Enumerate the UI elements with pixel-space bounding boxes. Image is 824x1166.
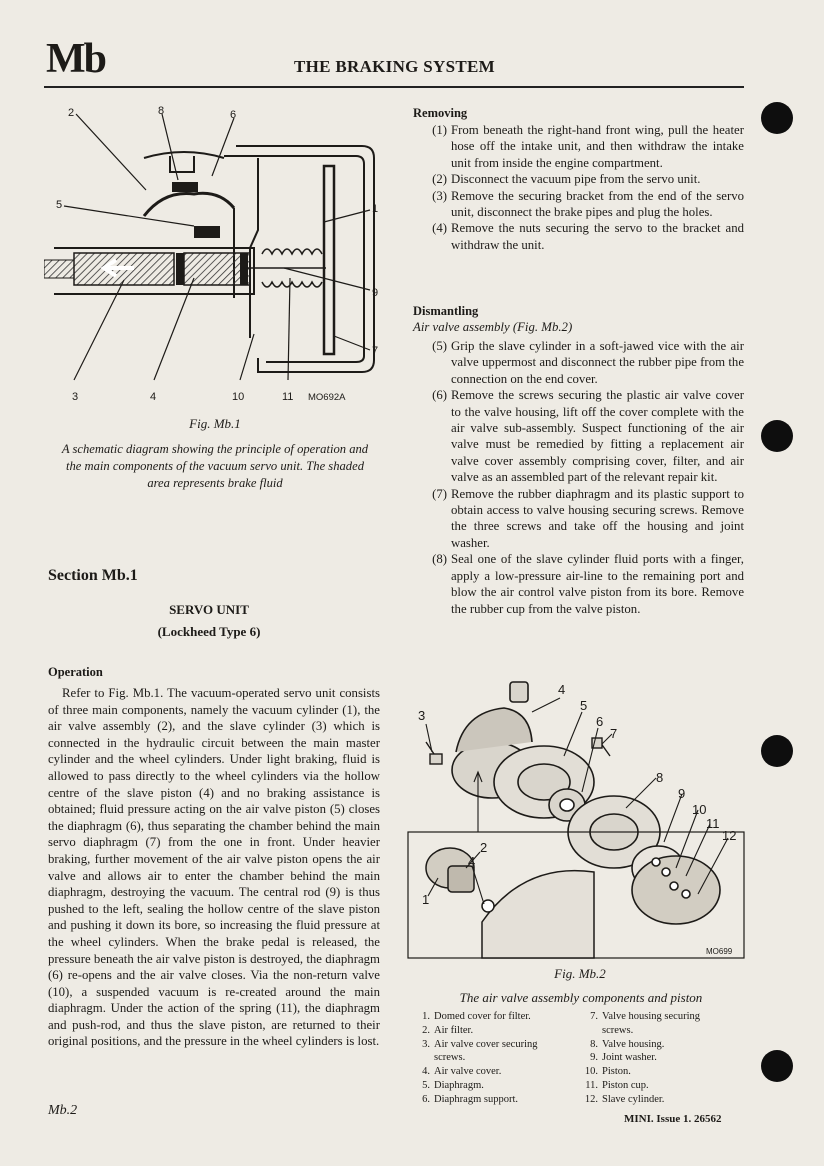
callout-label: 10 [692, 802, 707, 817]
callout-label: 12 [722, 828, 737, 843]
legend-column-right [578, 1010, 748, 1107]
callout-label: 5 [580, 698, 588, 713]
legend-item: 6. Diaphragm support. [422, 1093, 518, 1105]
figure-caption: Fig. Mb.2 [554, 966, 606, 981]
air-valve-exploded-diagram [404, 672, 750, 962]
callout-label: 9 [372, 287, 379, 299]
legend-item: 10. Piston. [584, 1066, 631, 1078]
binder-hole [761, 102, 793, 134]
legend-item: 2. Air filter. [422, 1024, 474, 1036]
removing-steps [413, 122, 744, 253]
callout-label: 2 [480, 840, 488, 855]
removing-heading: Removing [413, 106, 468, 120]
legend-item: 12. Slave cylinder. [584, 1093, 665, 1105]
callout-label: 11 [282, 391, 294, 403]
dismantling-step: (5) Grip the slave cylinder in a soft-jawed vice with the air valve uppermost and disconnect the rubber pipe from the connection on the end cover. [432, 339, 744, 386]
section-heading: Section Mb.1 [48, 567, 138, 584]
binder-hole [761, 735, 793, 767]
legend-item: screws. [602, 1024, 634, 1036]
figure-caption: Fig. Mb.1 [189, 416, 241, 431]
dismantling-step: (7) Remove the rubber diaphragm and its plastic support to obtain access to valve housing securing screws. Remove the three screws and take off the housing and joint washer. [432, 486, 744, 550]
legend-item: 3. Air valve cover securing [422, 1038, 538, 1050]
section-code: Mb [46, 36, 105, 82]
removing-step: (3) Remove the securing bracket from the end of the servo unit, disconnect the brake pipes and plug the holes. [432, 188, 744, 220]
figure-description: A schematic diagram showing the principle of operation and the main components of the vacuum servo unit. The shaded area represents brake fluid [61, 442, 369, 490]
legend-item: 11. Piston cup. [585, 1079, 649, 1091]
legend-column-left [410, 1010, 582, 1107]
callout-label: 4 [150, 391, 157, 403]
page-title: THE BRAKING SYSTEM [294, 57, 495, 76]
removing-step: (1) From beneath the right-hand front wing, pull the heater hose off the intake unit, and then withdraw the intake unit from inside the engine compartment. [432, 123, 744, 170]
legend-item: 8. Valve housing. [590, 1038, 665, 1050]
page-number: Mb.2 [48, 1103, 78, 1118]
binder-hole [761, 1050, 793, 1082]
callout-label: 10 [232, 391, 245, 403]
callout-label: 6 [596, 714, 604, 729]
callout-label: 1 [422, 892, 430, 907]
callout-label: 3 [418, 708, 426, 723]
dismantling-heading: Dismantling [413, 304, 479, 318]
legend-item: 1. Domed cover for filter. [422, 1011, 531, 1022]
dismantling-subheading: Air valve assembly (Fig. Mb.2) [413, 320, 573, 334]
issue-footer: MINI. Issue 1. 26562 [624, 1113, 722, 1125]
callout-label: 6 [230, 109, 237, 121]
callout-label: 11 [706, 816, 720, 831]
legend-item: 7. Valve housing securing [590, 1011, 700, 1022]
callout-label: 9 [678, 786, 686, 801]
callout-label: 2 [68, 107, 75, 119]
dismantling-step: (6) Remove the screws securing the plastic air valve cover to the valve housing, lift off the cover complete with the air valve sub-assembly. Suspect functioning of the air valve must be remedied by fitting a replacement air valve cover assembly comprising cover, filter, and air valve as an assembled part of the relevant repair kit. [432, 388, 744, 485]
unit-subtitle: (Lockheed Type 6) [157, 624, 261, 639]
dismantling-step: (8) Seal one of the slave cylinder fluid ports with a finger, apply a low-pressure air-line to the remaining port and blow the air control valve piston from its bore. Remove the rubber cup from the valve piston. [432, 552, 744, 616]
callout-label: 4 [468, 854, 476, 869]
callout-label: 8 [158, 105, 165, 117]
legend-item: 5. Diaphragm. [422, 1079, 484, 1091]
legend-item: 4. Air valve cover. [422, 1066, 502, 1078]
servo-schematic-diagram [44, 98, 394, 410]
callout-label: 7 [372, 345, 379, 357]
figure-code: MO699 [706, 947, 733, 956]
callout-label: 7 [610, 726, 618, 741]
dismantling-steps [413, 338, 744, 617]
callout-label: 4 [558, 682, 566, 697]
binder-hole [761, 420, 793, 452]
callout-label: 3 [72, 391, 79, 403]
figure-code: MO692A [308, 392, 346, 403]
callout-label: 1 [372, 203, 379, 215]
header-rule [44, 86, 744, 88]
legend-item: screws. [434, 1052, 466, 1064]
figure-description: The air valve assembly components and piston [459, 990, 703, 1005]
operation-paragraph: Refer to Fig. Mb.1. The vacuum-operated servo unit consists of three main components, namely the vacuum cylinder (1), the air valve assembly (2), and the slave cylinder (3) which is connected in the hydraulic circuit between the main master cylinder and the wheel cylinders. Under light braking, fluid is allowed to pass directly to the wheel cylinders via the hollow centre of the slave piston (4) and no braking assistance is obtained; fluid pressure acting on the air valve piston (5) closes the diaphragm (6), thus separating the chamber behind the main servo diaphragm (7) from the one in front. Under heavier braking, further movement of the air valve piston opens the air valve and allows air to enter the chamber behind the main diaphragm, destroying the vacuum. The central rod (9) is thus pushed to the left, sealing the hollow centre of the slave piston and pushing it down its bore, so increasing the fluid pressure at the wheel cylinders. When the brake pedal is released, the pressure beneath the air valve piston is destroyed, the diaphragm (6) re-opens and the air valve closes. Via the non-return valve (10), a suspended vacuum is re-created around the main diaphragm. Under the action of the spring (11), the diaphragm and push-rod, and thus the slave piston, are returned to their original positions, and the pressure in the wheel cylinders is lost. [48, 686, 380, 1049]
operation-heading: Operation [48, 665, 103, 679]
removing-step: (2) Disconnect the vacuum pipe from the servo unit. [432, 172, 701, 187]
unit-title: SERVO UNIT [169, 602, 249, 617]
removing-step: (4) Remove the nuts securing the servo to the bracket and withdraw the unit. [432, 221, 744, 252]
callout-label: 5 [56, 199, 63, 211]
legend-item: 9. Joint washer. [590, 1052, 657, 1064]
callout-label: 8 [656, 770, 664, 785]
